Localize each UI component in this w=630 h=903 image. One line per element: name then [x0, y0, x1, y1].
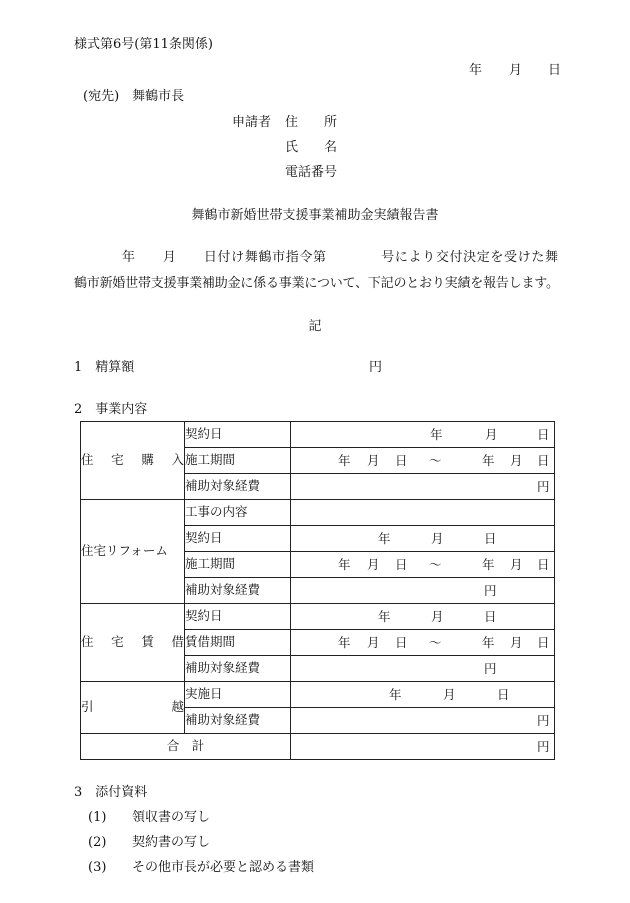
attachment-text: 領収書の写し: [132, 810, 211, 825]
item-label: 補助対象経費: [185, 708, 291, 734]
value-cell: [291, 526, 555, 552]
section1-label: 1 精算額: [74, 360, 135, 375]
unit-year: 年: [338, 452, 351, 468]
value-cell: [291, 708, 555, 734]
tilde: ～: [429, 452, 442, 468]
unit-month: 月: [431, 530, 444, 546]
item-label: 補助対象経費: [185, 474, 291, 500]
table-row: [81, 604, 555, 630]
item-label: 補助対象経費: [185, 656, 291, 682]
unit-month: 月: [443, 686, 456, 702]
date-month-label: 月: [509, 63, 523, 78]
unit-month: 月: [367, 634, 380, 650]
unit-month: 月: [510, 556, 523, 572]
item-label: 実施日: [185, 682, 291, 708]
unit-year: 年: [389, 686, 402, 702]
value-cell: [291, 422, 555, 448]
section2-label: 2 事業内容: [74, 402, 148, 417]
unit-year: 年: [378, 608, 391, 624]
unit-day: 日: [395, 452, 408, 468]
value-cell: [291, 500, 555, 526]
unit-yen: 円: [537, 478, 550, 494]
unit-day: 日: [537, 426, 550, 442]
applicant-name-label: 氏 名: [285, 140, 338, 155]
item-label: 施工期間: [185, 552, 291, 578]
unit-day: 日: [537, 634, 550, 650]
category-cell: [81, 682, 185, 734]
unit-year: 年: [338, 634, 351, 650]
unit-month: 月: [367, 556, 380, 572]
unit-day: 日: [484, 608, 497, 624]
body-line-1: 年 月 日付け舞鶴市指令第 号により交付決定を受けた舞: [122, 250, 558, 265]
category-reform: 住宅リフォーム: [81, 543, 168, 559]
table-row: [81, 734, 555, 760]
unit-month: 月: [485, 426, 498, 442]
unit-yen: 円: [484, 660, 497, 676]
tilde: ～: [429, 556, 442, 572]
table-row: [81, 682, 555, 708]
unit-year: 年: [482, 556, 495, 572]
unit-month: 月: [510, 452, 523, 468]
value-cell: [291, 448, 555, 474]
unit-month: 月: [510, 634, 523, 650]
unit-day: 日: [484, 530, 497, 546]
unit-month: 月: [367, 452, 380, 468]
value-cell: [291, 734, 555, 760]
unit-day: 日: [537, 556, 550, 572]
unit-day: 日: [395, 556, 408, 572]
attachment-number: (1): [88, 810, 107, 825]
item-label: 契約日: [185, 422, 291, 448]
table-row: [81, 422, 555, 448]
attachment-number: (3): [88, 860, 107, 875]
item-label: 賃借期間: [185, 630, 291, 656]
value-cell: [291, 474, 555, 500]
unit-year: 年: [482, 452, 495, 468]
category-cell: [81, 422, 185, 500]
value-cell: [291, 630, 555, 656]
attachment-number: (2): [88, 835, 107, 850]
item-label: 工事の内容: [185, 500, 291, 526]
unit-day: 日: [537, 452, 550, 468]
addressee: (宛先) 舞鶴市長: [83, 89, 185, 104]
applicant-label: 申請者: [232, 115, 272, 130]
form-number: 様式第6号(第11条関係): [74, 37, 213, 52]
project-content-table: [80, 421, 555, 760]
unit-yen: 円: [484, 582, 497, 598]
date-year-label: 年: [469, 63, 483, 78]
value-cell: [291, 578, 555, 604]
applicant-address-label: 住 所: [285, 115, 338, 130]
item-label: 契約日: [185, 526, 291, 552]
category-purchase: 住宅購入: [81, 452, 184, 468]
applicant-phone-label: 電話番号: [285, 165, 338, 180]
attachment-text: 契約書の写し: [132, 835, 211, 850]
value-cell: [291, 656, 555, 682]
ki-heading: 記: [308, 319, 322, 334]
unit-year: 年: [378, 530, 391, 546]
category-moving: 引越: [81, 699, 184, 715]
unit-month: 月: [431, 608, 444, 624]
unit-yen: 円: [537, 712, 550, 728]
item-label: 契約日: [185, 604, 291, 630]
tilde: ～: [429, 634, 442, 650]
value-cell: [291, 682, 555, 708]
total-label: 合 計: [81, 734, 291, 760]
attachment-text: その他市長が必要と認める書類: [132, 860, 315, 875]
unit-day: 日: [497, 686, 510, 702]
unit-year: 年: [430, 426, 443, 442]
table-row: [81, 500, 555, 526]
value-cell: [291, 552, 555, 578]
document-title: 舞鶴市新婚世帯支援事業補助金実績報告書: [191, 208, 439, 223]
unit-yen: 円: [537, 738, 550, 754]
body-line-2: 鶴市新婚世帯支援事業補助金に係る事業について、下記のとおり実績を報告します。: [74, 276, 559, 291]
date-day-label: 日: [548, 63, 562, 78]
section1-yen-unit: 円: [369, 360, 383, 375]
category-rental: 住宅賃借: [81, 634, 184, 650]
item-label: 施工期間: [185, 448, 291, 474]
category-cell: [81, 604, 185, 682]
item-label: 補助対象経費: [185, 578, 291, 604]
unit-year: 年: [338, 556, 351, 572]
unit-year: 年: [482, 634, 495, 650]
section3-label: 3 添付資料: [74, 785, 148, 800]
value-cell: [291, 604, 555, 630]
unit-day: 日: [395, 634, 408, 650]
category-cell: [81, 500, 185, 604]
